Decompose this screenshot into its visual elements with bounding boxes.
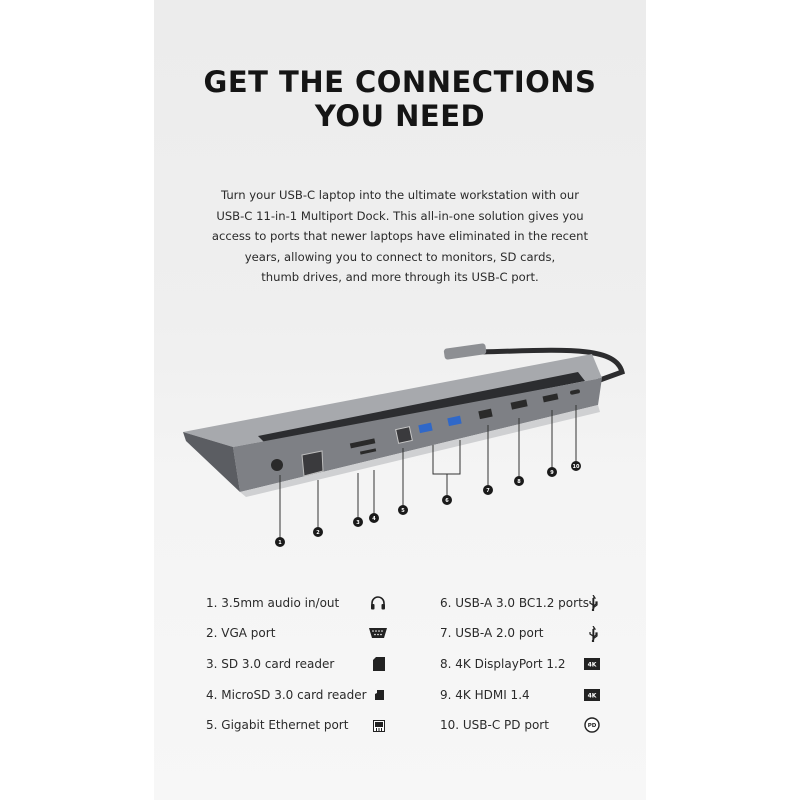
callout-number: 7 (486, 488, 490, 494)
description-line: Turn your USB-C laptop into the ultimate workstation with our (221, 188, 579, 202)
description-line: USB-C 11-in-1 Multiport Dock. This all-in-one solution gives you (216, 208, 584, 223)
usb-icon (583, 624, 603, 644)
ethernet-icon (369, 716, 389, 736)
callout-number: 8 (517, 479, 521, 485)
callout-number: 9 (550, 470, 554, 476)
port-item: 10. USB-C PD port (440, 718, 549, 732)
callout-number: 5 (401, 508, 405, 514)
port-audio (271, 459, 283, 471)
callout-number: 4 (372, 516, 376, 522)
callout-number: 3 (356, 520, 360, 526)
heading-line-1: GET THE CONNECTIONS (203, 65, 597, 99)
port-item: 1. 3.5mm audio in/out (206, 596, 340, 610)
port-item: 9. 4K HDMI 1.4 (440, 688, 530, 702)
port-item: 6. USB-A 3.0 BC1.2 ports (440, 596, 590, 610)
port-item: 4. MicroSD 3.0 card reader (206, 688, 367, 702)
cable-connector (444, 343, 487, 360)
usb-icon (583, 593, 603, 613)
port-vga (302, 451, 323, 476)
vga-icon (368, 623, 388, 643)
description-line: years, allowing you to connect to monitors, SD cards, (244, 249, 556, 264)
4k-badge-text: 4K (587, 661, 597, 669)
callout-number: 1 (278, 540, 282, 546)
sd-card-icon (369, 654, 389, 674)
microsd-icon (369, 685, 389, 705)
port-item: 2. VGA port (206, 626, 276, 640)
pd-badge-text: PD (587, 723, 597, 730)
port-item: 7. USB-A 2.0 port (440, 626, 544, 640)
callout-number: 10 (572, 464, 580, 470)
power-delivery-icon (582, 715, 602, 735)
4k-badge-text: 4K (587, 692, 597, 700)
port-ethernet (396, 427, 413, 444)
heading-line-2: YOU NEED (314, 99, 486, 133)
callout-number: 6 (445, 498, 449, 504)
port-item: 8. 4K DisplayPort 1.2 (440, 657, 566, 671)
4k-icon (582, 685, 602, 705)
4k-icon (582, 654, 602, 674)
headphones-icon (368, 593, 388, 613)
callout-number: 2 (316, 530, 320, 536)
port-item: 3. SD 3.0 card reader (206, 657, 335, 671)
port-item: 5. Gigabit Ethernet port (206, 718, 349, 732)
description-line: access to ports that newer laptops have eliminated in the recent (211, 229, 589, 243)
description-line: thumb drives, and more through its USB-C port. (261, 270, 539, 284)
